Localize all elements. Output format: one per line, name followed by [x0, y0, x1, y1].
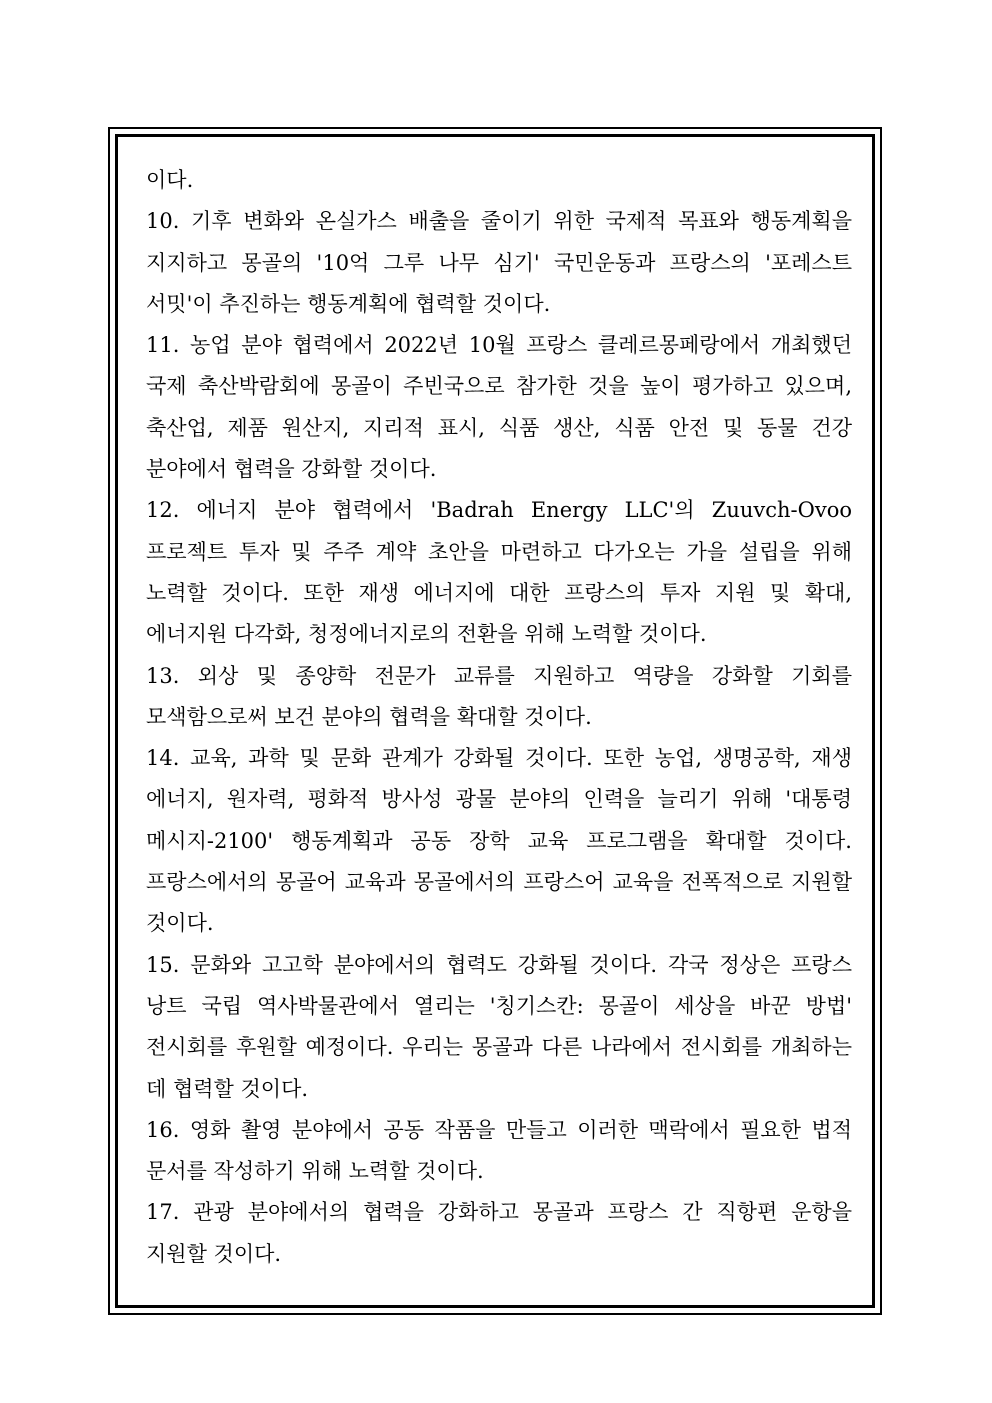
paragraph-9-continuation: 이다. [146, 168, 194, 192]
document-outer-border [108, 127, 882, 1315]
document-inner-border [115, 134, 875, 1308]
document-body [146, 160, 852, 1275]
paragraph-13-health: 13. 외상 및 종양학 전문가 교류를 지원하고 역량을 강화할 기회를 모색함으로써 보건 분야의 협력을 확대할 것이다. [146, 663, 852, 729]
paragraph-15-culture: 15. 문화와 고고학 분야에서의 협력도 강화될 것이다. 각국 정상은 프랑스 낭트 국립 역사박물관에서 열리는 '칭기스칸: 몽골이 세상을 바꾼 방법' 전시회를 후원할 예정이다. 우리는 몽골과 다른 나라에서 전시회를 개최하는 데 협력할 것이다. [146, 952, 852, 1101]
paragraph-17-tourism: 17. 관광 분야에서의 협력을 강화하고 몽골과 프랑스 간 직항편 운항을 지원할 것이다. [146, 1200, 852, 1266]
paragraph-12-energy: 12. 에너지 분야 협력에서 'Badrah Energy LLC'의 Zuuvch-Ovoo 프로젝트 투자 및 주주 계약 초안을 마련하고 다가오는 가을 설립을 위해 노력할 것이다. 또한 재생 에너지에 대한 프랑스의 투자 지원 및 확대, 에너지원 다각화, 청정에너지로의 전환을 위해 노력할 것이다. [146, 498, 852, 647]
paragraph-10-climate: 10. 기후 변화와 온실가스 배출을 줄이기 위한 국제적 목표와 행동계획을 지지하고 몽골의 '10억 그루 나무 심기' 국민운동과 프랑스의 '포레스트 서밋'이 추진하는 행동계획에 협력할 것이다. [146, 209, 852, 316]
paragraph-16-film: 16. 영화 촬영 분야에서 공동 작품을 만들고 이러한 맥락에서 필요한 법적 문서를 작성하기 위해 노력할 것이다. [146, 1117, 852, 1184]
paragraph-14-education: 14. 교육, 과학 및 문화 관계가 강화될 것이다. 또한 농업, 생명공학, 재생 에너지, 원자력, 평화적 방사성 광물 분야의 인력을 늘리기 위해 '대통령 메시지-2100' 행동계획과 공동 장학 교육 프로그램을 확대할 것이다. 프랑스에서의 몽골어 교육과 몽골에서의 프랑스어 교육을 전폭적으로 지원할 것이다. [146, 746, 852, 936]
paragraph-11-agriculture: 11. 농업 분야 협력에서 2022년 10월 프랑스 클레르몽페랑에서 개최했던 국제 축산박람회에 몽골이 주빈국으로 참가한 것을 높이 평가하고 있으며, 축산업, 제품 원산지, 지리적 표시, 식품 생산, 식품 안전 및 동물 건강 분야에서 협력을 강화할 것이다. [146, 333, 852, 482]
